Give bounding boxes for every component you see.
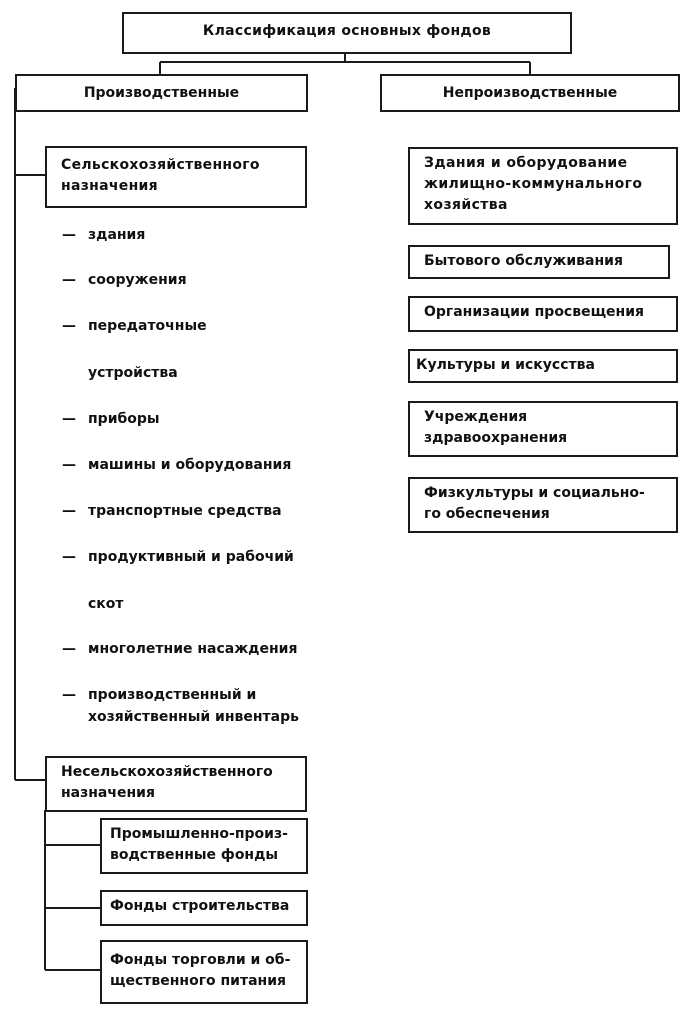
item-text: скот [88, 596, 124, 612]
healthcare-line2: здравоохранения [424, 430, 568, 446]
housing-utilities-line2: жилищно-коммунального [424, 176, 643, 192]
agri-item [62, 684, 256, 706]
education-node [408, 296, 678, 332]
agri-item [62, 706, 299, 728]
agri-item [62, 454, 291, 476]
consumer-services-line1: Бытового обслуживания [424, 253, 623, 269]
agri-item [62, 638, 297, 660]
item-text: сооружения [88, 272, 187, 288]
agri-item [62, 593, 124, 615]
production-label: Производственные [83, 85, 240, 101]
item-text: многолетние насаждения [88, 641, 298, 657]
root-label: Классификация основных фондов [202, 23, 492, 39]
non-production-label: Непроизводственные [442, 85, 618, 101]
item-dash: — [62, 318, 76, 334]
non-agricultural-title-line1: Несельскохозяйственного [61, 764, 273, 780]
item-dash: — [62, 411, 76, 427]
trade-funds-line1: Фонды торговли и об- [110, 952, 291, 968]
non-agricultural-title-line2: назначения [61, 785, 155, 801]
trade-funds-node [100, 940, 308, 1004]
item-dash: — [62, 549, 76, 565]
healthcare-line1: Учреждения [424, 409, 528, 425]
non-agricultural-node [45, 756, 307, 812]
item-text: продуктивный и рабочий [88, 549, 294, 565]
non-production-node [380, 74, 680, 112]
agricultural-title-line2: назначения [61, 178, 158, 194]
item-text: приборы [88, 411, 160, 427]
item-text: хозяйственный инвентарь [88, 709, 299, 725]
agri-item [62, 224, 145, 246]
housing-utilities-line1: Здания и оборудование [424, 155, 628, 171]
agricultural-node [45, 146, 307, 208]
industrial-funds-line1: Промышленно-произ- [110, 826, 288, 842]
item-dash: — [62, 457, 76, 473]
item-text: транспортные средства [88, 503, 282, 519]
item-dash: — [62, 503, 76, 519]
construction-funds-line1: Фонды строительства [110, 898, 290, 914]
physical-culture-social-line1: Физкультуры и социально- [424, 485, 645, 501]
agri-item [62, 362, 178, 384]
agri-item [62, 315, 207, 337]
agri-item [62, 546, 294, 568]
agri-item [62, 500, 282, 522]
housing-utilities-node [408, 147, 678, 225]
item-dash: — [62, 687, 76, 703]
agri-item [62, 408, 160, 430]
trade-funds-line2: щественного питания [110, 973, 287, 989]
physical-culture-social-line2: го обеспечения [424, 506, 550, 522]
item-text: машины и оборудования [88, 457, 292, 473]
item-dash: — [62, 641, 76, 657]
item-text: передаточные [88, 318, 207, 334]
agri-item [62, 269, 187, 291]
construction-funds-node [100, 890, 308, 926]
healthcare-node [408, 401, 678, 457]
culture-arts-node [408, 349, 678, 383]
industrial-funds-line2: водственные фонды [110, 847, 279, 863]
physical-culture-social-node [408, 477, 678, 533]
education-line1: Организации просвещения [424, 304, 645, 320]
item-text: устройства [88, 365, 178, 381]
industrial-funds-node [100, 818, 308, 874]
item-text: производственный и [88, 687, 257, 703]
housing-utilities-line3: хозяйства [424, 197, 508, 213]
item-text: здания [88, 227, 146, 243]
root-node [122, 12, 572, 54]
production-node [15, 74, 308, 112]
item-dash: — [62, 272, 76, 288]
consumer-services-node [408, 245, 670, 279]
culture-arts-line1: Культуры и искусства [416, 357, 595, 373]
item-dash: — [62, 227, 76, 243]
agricultural-title-line1: Сельскохозяйственного [61, 157, 260, 173]
